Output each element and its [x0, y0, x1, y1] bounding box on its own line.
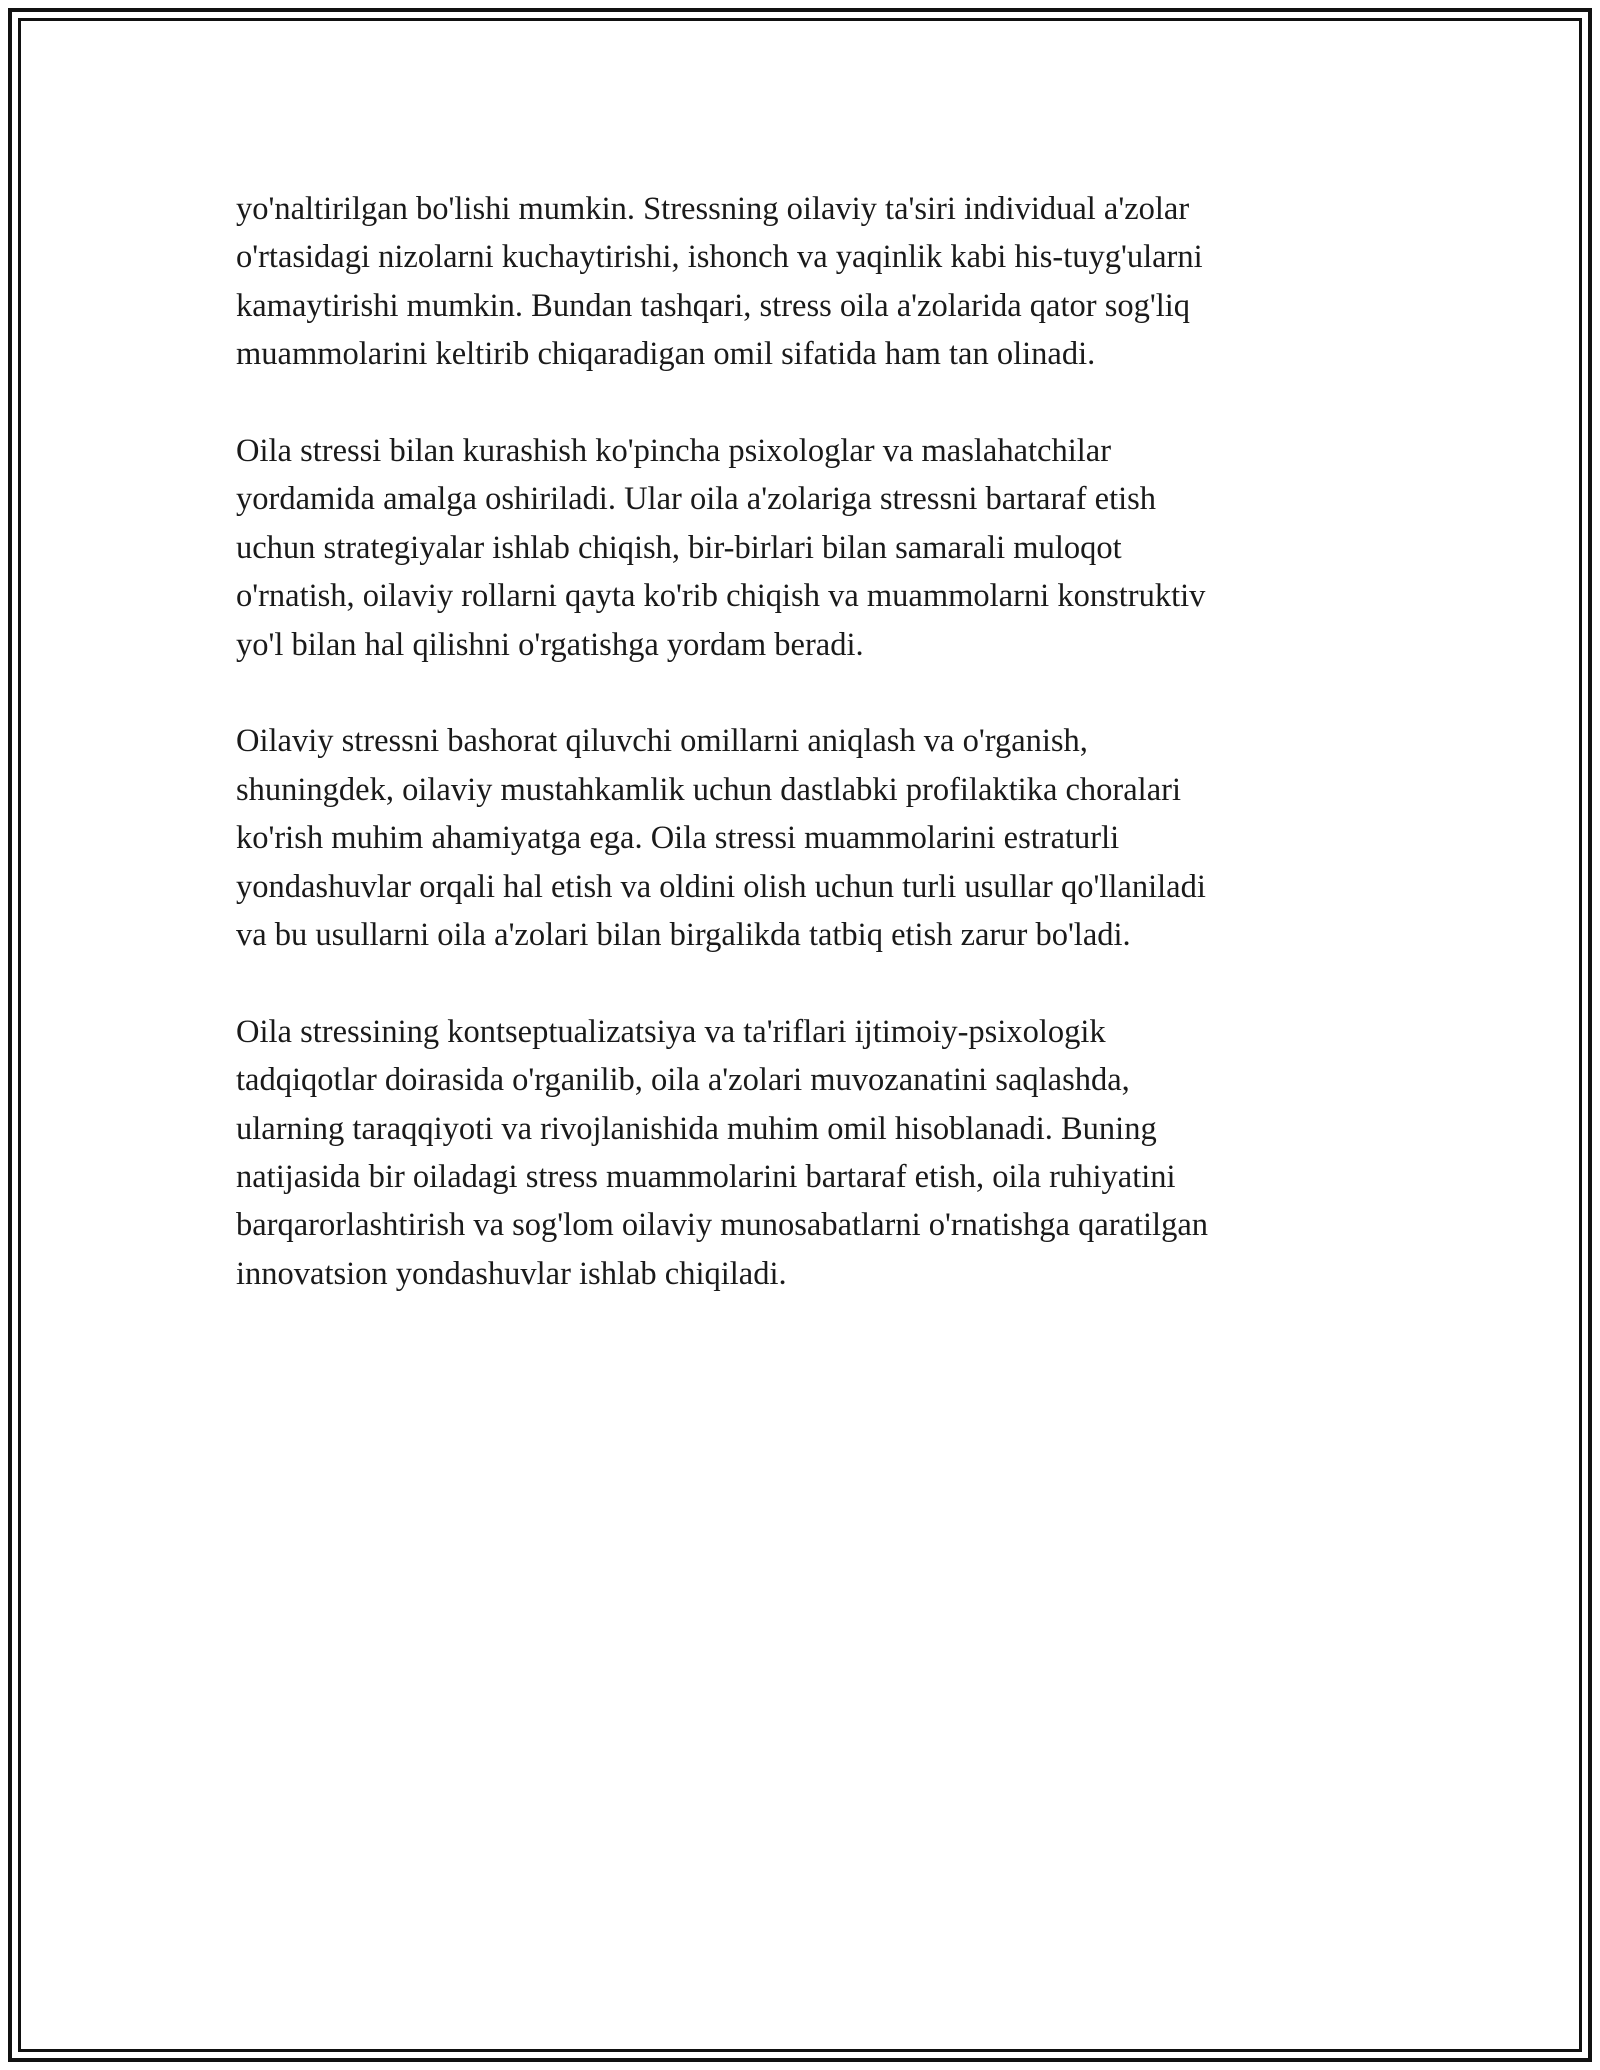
document-body — [236, 185, 1356, 1347]
paragraph-3 — [236, 717, 1356, 959]
text-line: Oila stressi bilan kurashish ko'pincha psixologlar va maslahatchilar — [236, 433, 1112, 470]
text-line: shuningdek, oilaviy mustahkamlik uchun dastlabki profilaktika choralari — [236, 771, 1181, 808]
text-line: o'rtasidagi nizolarni kuchaytirishi, ishonch va yaqinlik kabi his-tuyg'ularni — [236, 239, 1203, 276]
text-line: tadqiqotlar doirasida o'rganilib, oila a'zolari muvozanatini saqlashda, — [236, 1062, 1130, 1099]
text-line: muammolarini keltirib chiqaradigan omil sifatida ham tan olinadi. — [236, 336, 1096, 373]
text-line: uchun strategiyalar ishlab chiqish, bir-birlari bilan samarali muloqot — [236, 529, 1122, 566]
text-line: barqarorlashtirish va sog'lom oilaviy munosabatlarni o'rnatishga qaratilgan — [236, 1207, 1209, 1244]
text-line: o'rnatish, oilaviy rollarni qayta ko'rib chiqish va muammolarni konstruktiv — [236, 578, 1206, 615]
text-line: va bu usullarni oila a'zolari bilan birgalikda tatbiq etish zarur bo'ladi. — [236, 917, 1131, 954]
text-line: Oilaviy stressni bashorat qiluvchi omillarni aniqlash va o'rganish, — [236, 723, 1088, 760]
paragraph-1 — [236, 185, 1356, 379]
text-line: Oila stressining kontseptualizatsiya va ta'riflari ijtimoiy-psixologik — [236, 1013, 1106, 1050]
text-line: yo'l bilan hal qilishni o'rgatishga yordam beradi. — [236, 626, 864, 663]
paragraph-4 — [236, 1008, 1356, 1298]
paragraph-2 — [236, 427, 1356, 669]
text-line: natijasida bir oiladagi stress muammolarini bartaraf etish, oila ruhiyatini — [236, 1159, 1176, 1196]
text-line: yordamida amalga oshiriladi. Ular oila a'zolariga stressni bartaraf etish — [236, 481, 1157, 518]
text-line: ularning taraqqiyoti va rivojlanishida muhim omil hisoblanadi. Buning — [236, 1110, 1157, 1147]
text-line: yo'naltirilgan bo'lishi mumkin. Stressning oilaviy ta'siri individual a'zolar — [236, 191, 1190, 227]
text-line: innovatsion yondashuvlar ishlab chiqiladi. — [236, 1255, 787, 1292]
text-line: kamaytirishi mumkin. Bundan tashqari, stress oila a'zolarida qator sog'liq — [236, 287, 1191, 324]
text-line: ko'rish muhim ahamiyatga ega. Oila stressi muammolarini estraturli — [236, 820, 1120, 857]
text-line: yondashuvlar orqali hal etish va oldini olish uchun turli usullar qo'llaniladi — [236, 868, 1206, 905]
